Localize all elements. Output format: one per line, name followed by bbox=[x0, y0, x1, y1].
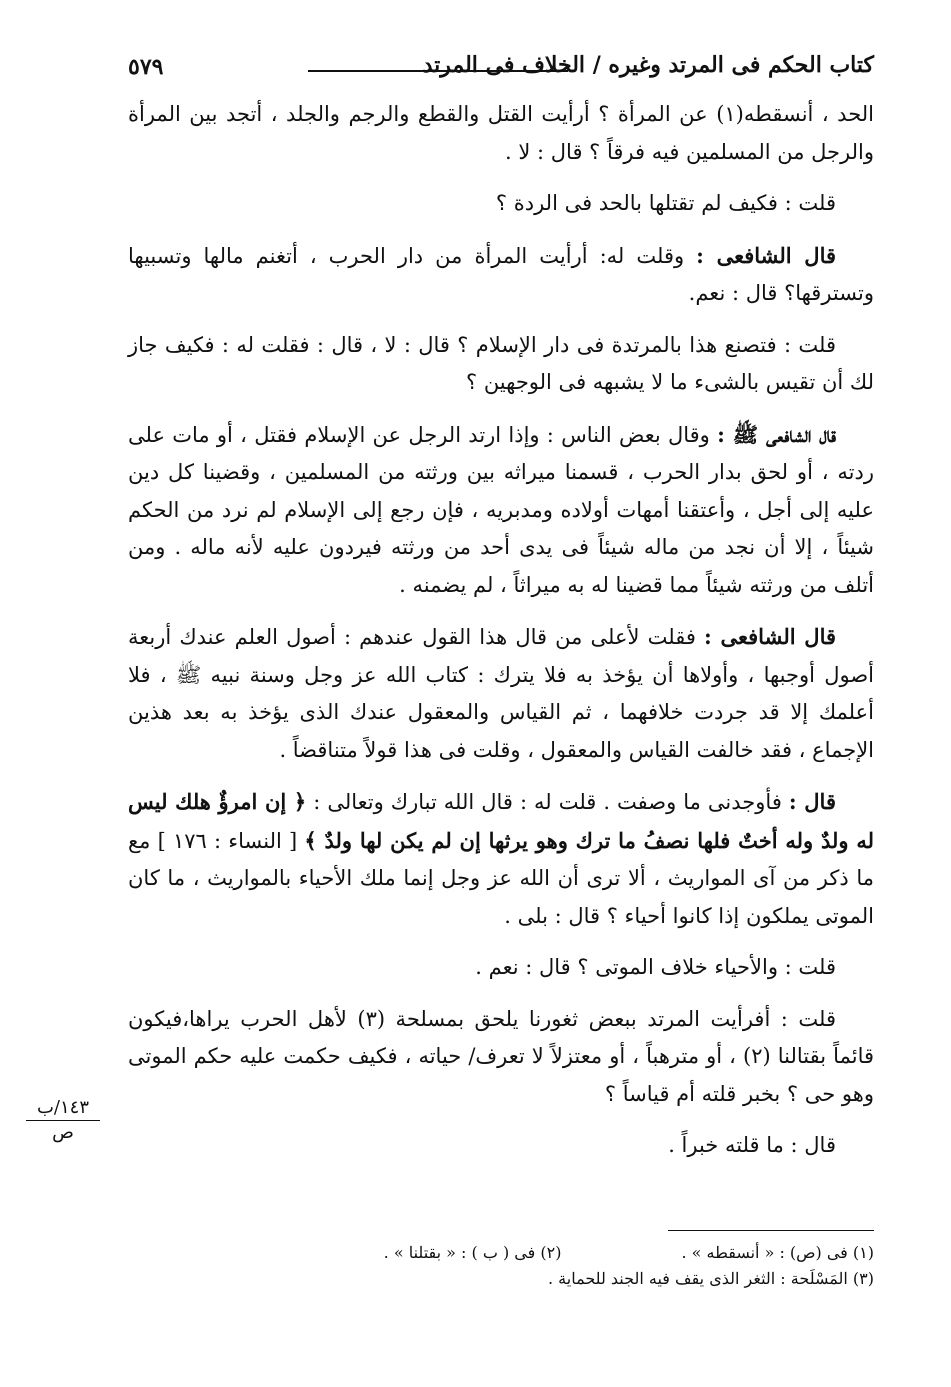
paragraph-text: قال : ما قلته خبراً . bbox=[668, 1133, 836, 1157]
footnotes bbox=[300, 1240, 874, 1292]
paragraph-text: فقلت لأعلى من قال هذا القول عندهم : أصول العلم عندك أربعة أصول أوجبها ، وأولاها أن يؤخذ به فلا يترك : كتاب الله عز وجل وسنة نبيه ﷺ ، فلا أعلمك إلا قد جردت خلافهما ، ثم القياس والمعقول عندك الذى يؤخذ به بعد هذين الإجماع ، فقد خالفت القياس والمعقول ، وقلت فى هذا قولاً متناقضاً . bbox=[128, 625, 874, 762]
footnote-row bbox=[300, 1240, 874, 1266]
page-number: ٥٧٩ bbox=[128, 54, 164, 80]
page-header bbox=[128, 52, 874, 88]
paragraph bbox=[128, 185, 874, 223]
main-text bbox=[128, 96, 874, 1179]
speaker-label: قال الشافعى ﷺ : bbox=[717, 421, 836, 447]
paragraph bbox=[128, 783, 874, 935]
footnote-1: (١) فى (ص) : « أنسقطه » . bbox=[681, 1243, 874, 1262]
paragraph-text: وقال بعض الناس : وإذا ارتد الرجل عن الإسلام فقتل ، أو مات على ردته ، أو لحق بدار الحرب ، قسمنا ميراثه بين ورثته من المسلمين ، وقضينا كل دين عليه إلى أجل ، وأعتقنا أمهات أولاده ومدبريه ، فإن رجع إلى الإسلام لم نرد من الحكم شيئاً ، إلا أن نجد من ماله شيئاً فى يدى أحد من ورثته فيردون عليه لأنه ماله . ومن أتلف من ورثته شيئاً مما قضينا له به ميراثاً ، لم يضمنه . bbox=[128, 422, 874, 597]
folio-reference: ١٤٣/ب bbox=[36, 1097, 90, 1118]
paragraph bbox=[128, 96, 874, 171]
paragraph-text-continued: [ النساء : ١٧٦ ] مع ما ذكر من آى المواريث ، ألا ترى أن الله عز وجل إنما ملك الأحياء بالمواريث ، ما كان الموتى يملكون إذا كانوا أحياء ؟ قال : بلى . bbox=[128, 828, 874, 928]
paragraph bbox=[128, 618, 874, 769]
running-head: كتاب الحكم فى المرتد وغيره / الخلاف فى المرتد bbox=[422, 52, 874, 78]
paragraph-text: فأوجدنى ما وصفت . قلت له : قال الله تبارك وتعالى : bbox=[313, 790, 782, 814]
paragraph bbox=[128, 327, 874, 402]
margin-folio-note bbox=[20, 1098, 106, 1143]
paragraph-text: الحد ، أنسقطه(١) عن المرأة ؟ أرأيت القتل والقطع والرجم والجلد ، أتجد بين المرأة والرجل من المسلمين فيه فرقاً ؟ قال : لا . bbox=[128, 102, 874, 164]
speaker-label: قال الشافعى : bbox=[704, 624, 837, 649]
paragraph bbox=[128, 1127, 874, 1165]
footnote-rule bbox=[668, 1230, 874, 1231]
paragraph-text: قلت : والأحياء خلاف الموتى ؟ قال : نعم . bbox=[475, 955, 836, 979]
manuscript-siglum: ص bbox=[52, 1122, 74, 1143]
paragraph bbox=[128, 949, 874, 987]
paragraph-text: قلت : فتصنع هذا بالمرتدة فى دار الإسلام ؟ قال : لا ، قال : فقلت له : فكيف جاز لك أن تقيس بالشىء ما لا يشبهه فى الوجهين ؟ bbox=[128, 332, 874, 394]
paragraph-text: قلت : أفرأيت المرتد ببعض ثغورنا يلحق بمسلحة (٣) لأهل الحرب يراها،فيكون قائماً بقتالنا (٢) ، أو مترهباً ، أو معتزلاً لا تعرف/ حياته ، فكيف حكمت عليه حكم الموتى وهو حى ؟ بخبر قلته أم قياساً ؟ bbox=[128, 1006, 875, 1106]
paragraph-text: قلت : فكيف لم تقتلها بالحد فى الردة ؟ bbox=[495, 191, 836, 215]
speaker-label: قال : bbox=[788, 789, 836, 814]
footnote-row bbox=[300, 1266, 874, 1292]
quran-quote: ﴿ إن امرؤٌ هلك ليس له ولدٌ وله أختٌ فلها نصفُ ما ترك وهو يرثها إن لم يكن لها ولدٌ ﴾ bbox=[128, 789, 874, 853]
paragraph-text: وقلت له: أرأيت المرأة من دار الحرب ، أتغنم مالها وتسبيها وتسترقها؟ قال : نعم. bbox=[128, 243, 874, 305]
paragraph bbox=[128, 1001, 874, 1114]
paragraph bbox=[128, 237, 874, 313]
footnote-3: (٣) المَسْلَحة : الثغر الذى يقف فيه الجند للحماية . bbox=[547, 1269, 874, 1288]
footnote-2: (٢) فى ( ب ) : « بقتلنا » . bbox=[383, 1243, 562, 1262]
paragraph bbox=[128, 416, 874, 605]
speaker-label: قال الشافعى : bbox=[696, 242, 836, 268]
folio-rule bbox=[26, 1120, 100, 1121]
